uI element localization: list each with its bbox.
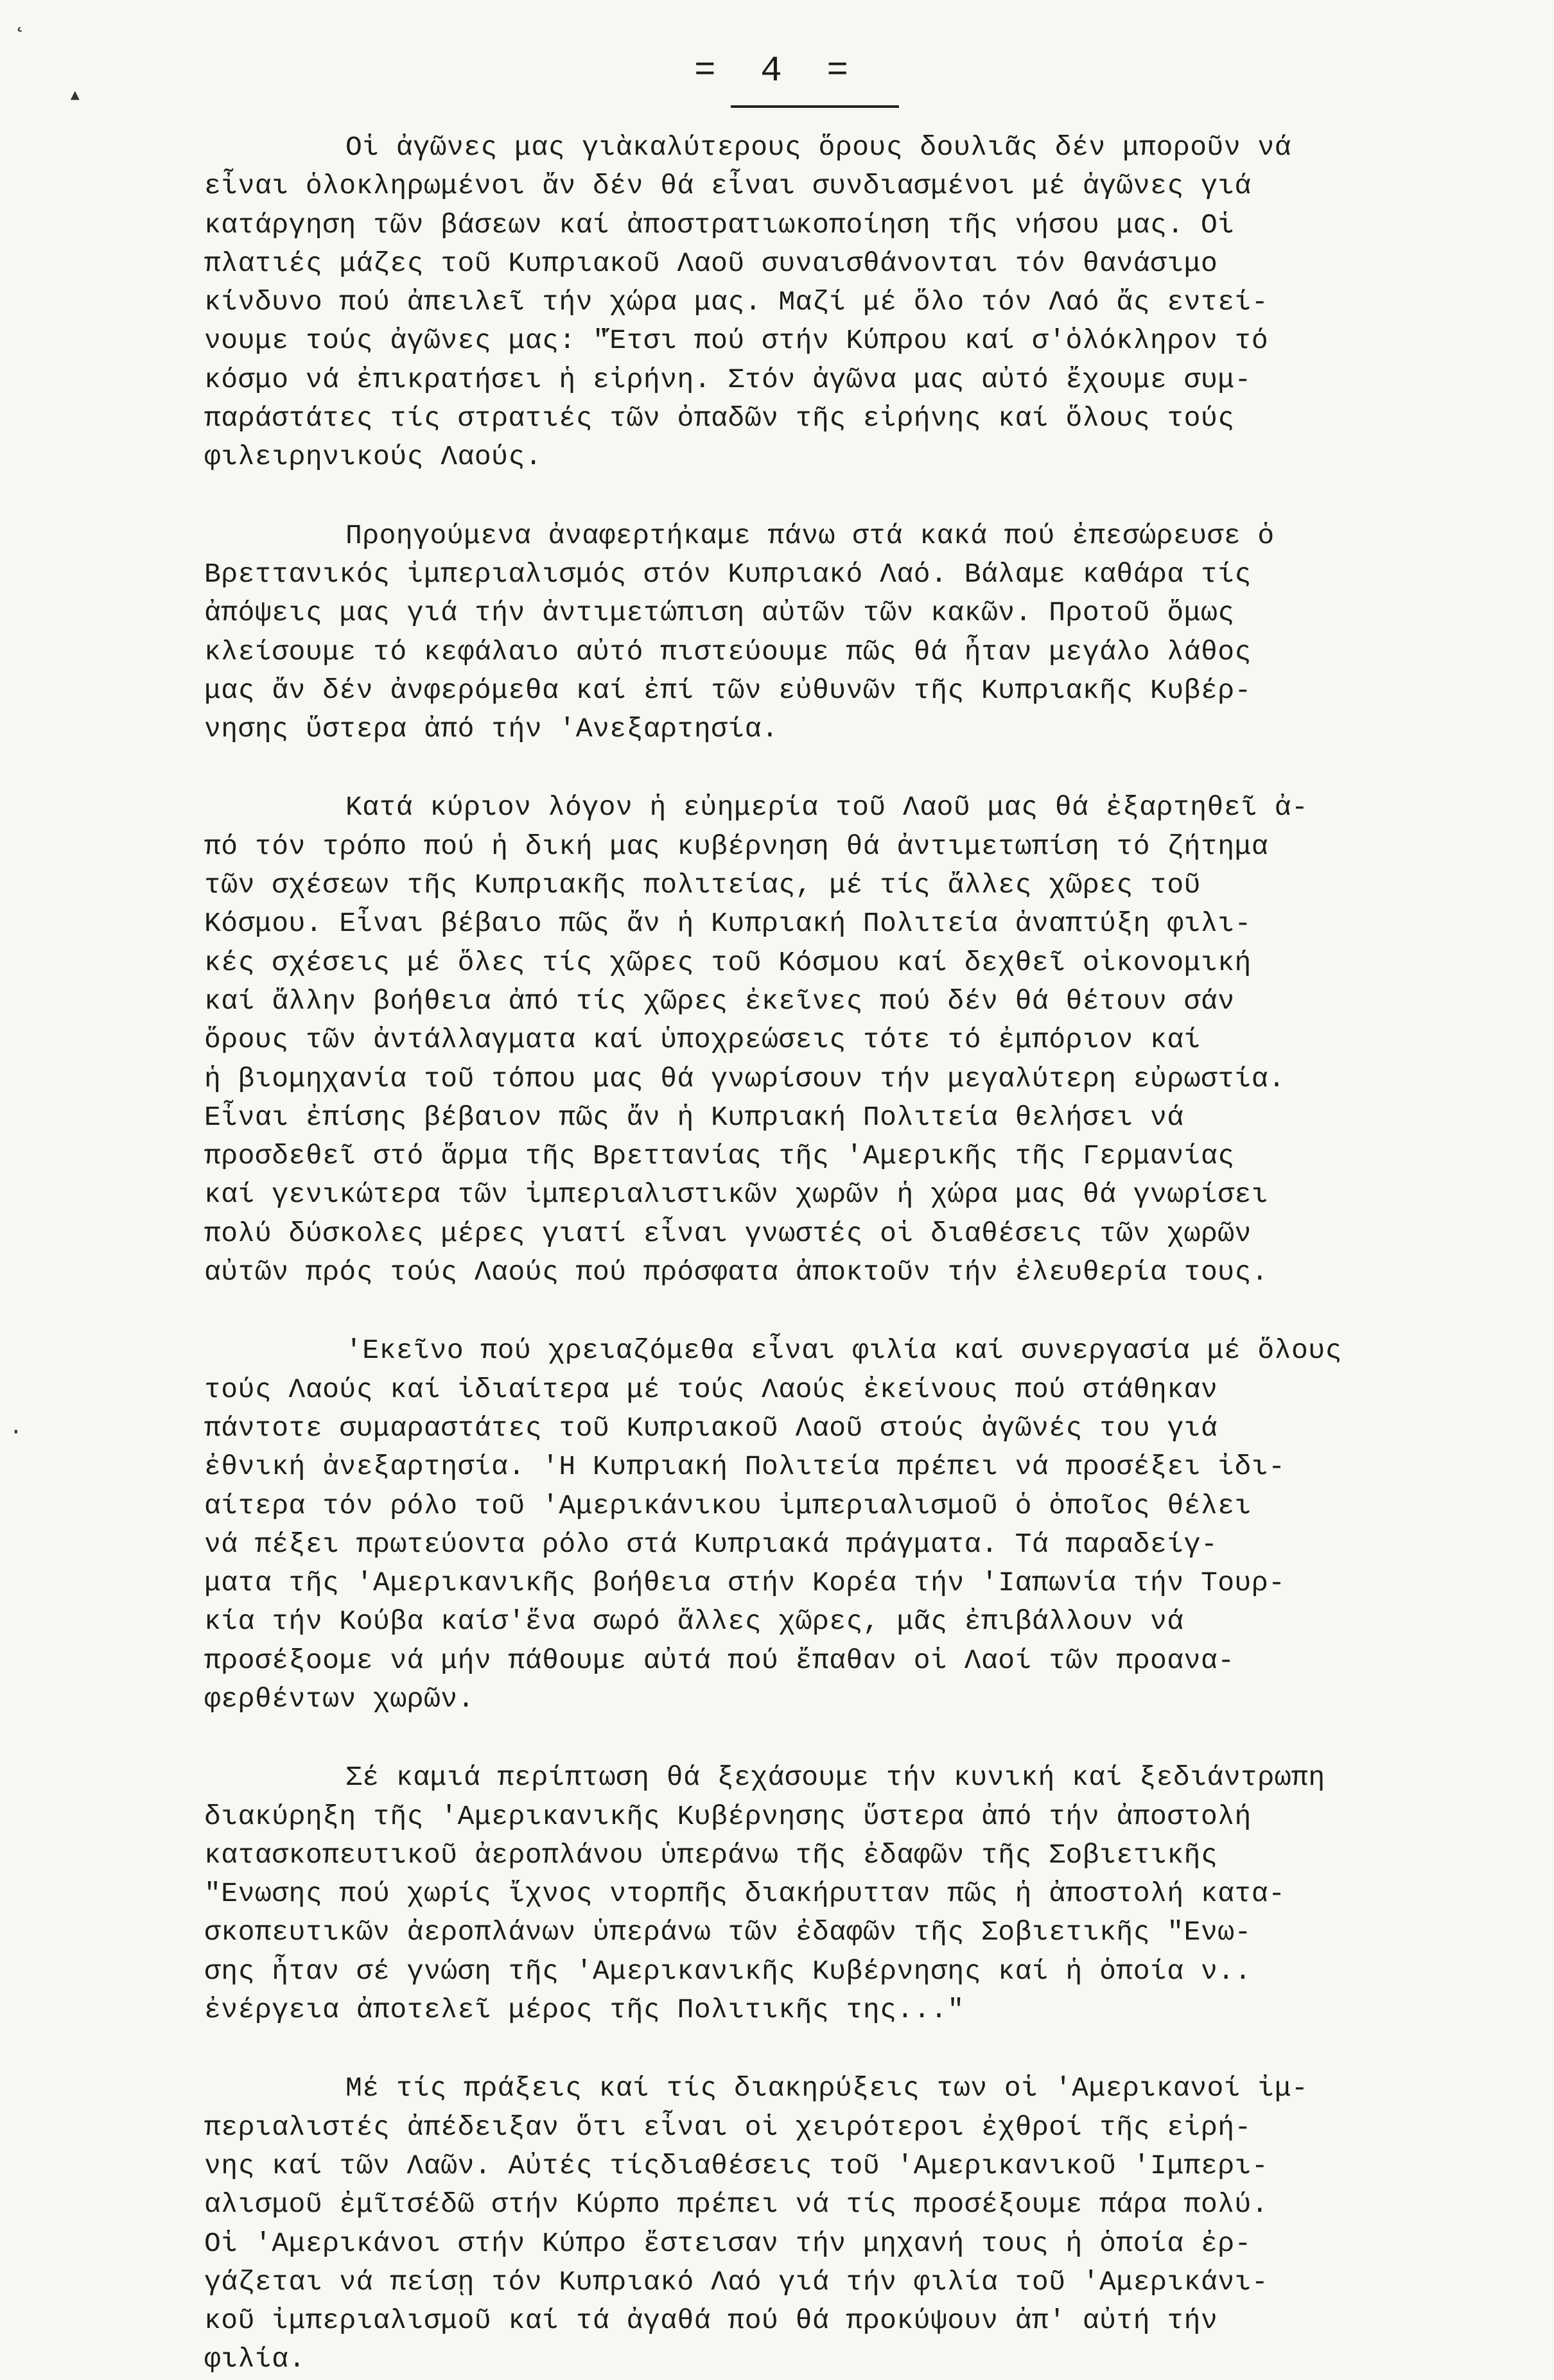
text-line: αλισμοῦ ἐμῖτσέδῶ στήν Κύρπο πρέπει νά τίς προσέξουμε πάρα πολύ. [204,2189,1269,2221]
text-line: 'Εκεῖνο πού χρειαζόμεθα εἶναι φιλία καί συνεργασία μέ ὅλους [345,1335,1342,1367]
paragraph-government-responsibility [204,517,1476,749]
text-line: προσδεθεῖ στό ἅρμα τῆς Βρεττανίας τῆς 'Αμερικῆς τῆς Γερμανίας [204,1140,1235,1172]
text-line: κλείσουμε τό κεφάλαιο αὐτό πιστεύουμε πῶς θά ἦταν μεγάλο λάθος [204,636,1252,668]
text-line: "Ενωσης πού χωρίς ἴχνος ντορπῆς διακήρυτταν πῶς ἡ ἀποστολή κατα- [204,1878,1286,1910]
text-line: κοῦ ἰμπεριαλισμοῦ καί τά ἀγαθά πού θά προκύψουν ἀπ' αὐτή τήν [204,2305,1218,2337]
paragraph-struggles [204,128,1476,477]
text-line: ματα τῆς 'Αμερικανικῆς βοήθεια στήν Κορέα τήν 'Ιαπωνία τήν Τουρ- [204,1567,1286,1599]
text-line: ἐθνική ἀνεξαρτησία. 'Η Κυπριακή Πολιτεία πρέπει νά προσέξει ἰδι- [204,1451,1286,1483]
text-line: νησης ὕστερα ἀπό τήν 'Ανεξαρτησία. [204,713,779,745]
text-line: φιλία. [204,2343,306,2376]
document-body [204,128,1476,2379]
text-line: προσέξοομε νά μήν πάθουμε αὐτά πού ἔπαθαν οἱ Λαοί τῶν προανα- [204,1644,1235,1676]
text-line: σκοπευτικῶν ἀεροπλάνων ὑπεράνω τῶν ἐδαφῶν τῆς Σοβιετικῆς "Ενω- [204,1916,1252,1949]
text-line: ἡ βιομηχανία τοῦ τόπου μας θά γνωρίσουν τήν μεγαλύτερη εὐρωστία. [204,1063,1286,1095]
text-line: νουμε τούς ἀγῶνες μας: "Ἔτσι πού στήν Κύπρου καί σ'ὁλόκληρον τό [204,325,1269,357]
text-line: Προηγούμενα ἀναφερτήκαμε πάνω στά κακά πού ἐπεσώρευσε ὁ [345,519,1275,552]
text-line: κίνδυνο πού ἀπειλεῖ τήν χώρα μας. Μαζί μέ ὅλο τόν Λαό ἄς εντεί- [204,286,1269,318]
text-line: Εἶναι ἐπίσης βέβαιον πῶς ἄν ἡ Κυπριακή Πολιτεία θελήσει νά [204,1101,1184,1133]
paragraph-foreign-relations [204,788,1476,1292]
text-line: κατασκοπευτικοῦ ἀεροπλάνου ὑπεράνω τῆς ἐδαφῶν τῆς Σοβιετικῆς [204,1839,1218,1871]
text-line: μας ἄν δέν ἀνφερόμεθα καί ἐπί τῶν εὐθυνῶν τῆς Κυπριακῆς Κυβέρ- [204,674,1252,706]
margin-speck: · [9,1419,23,1445]
text-line: πό τόν τρόπο πού ἡ δική μας κυβέρνηση θά ἀντιμετωπίση τό ζήτημα [204,830,1269,862]
text-line: κία τήν Κούβα καίσ'ἕνα σωρό ἄλλες χῶρες, μᾶς ἐπιβάλλουν νά [204,1606,1184,1638]
paragraph-imperialists [204,2069,1476,2379]
text-line: κόσμο νά ἐπικρατήσει ἡ εἰρήνη. Στόν ἀγῶνα μας αὐτό ἔχουμε συμ- [204,363,1252,395]
paragraph-declaration [204,1759,1476,2029]
text-line: ἐνέργεια ἀποτελεῖ μέρος τῆς Πολιτικῆς της..." [204,1994,965,2026]
text-line: πάντοτε συμαραστάτες τοῦ Κυπριακοῦ Λαοῦ στούς ἀγῶνές του γιά [204,1412,1218,1444]
text-line: Οἱ ἀγῶνες μας γιὰκαλύτερους ὅρους δουλιᾶς δέν μποροῦν νά [345,132,1292,163]
page-number: = 4 = [694,50,860,91]
text-line: Οἱ 'Αμερικάνοι στήν Κύπρο ἔστεισαν τήν μηχανή τους ἡ ὁποία ἐρ- [204,2227,1252,2259]
text-line: Βρεττανικός ἰμπεριαλισμός στόν Κυπριακό Λαό. Βάλαμε καθάρα τίς [204,558,1252,590]
paragraph-friendship [204,1332,1476,1719]
text-line: ἀπόψεις μας γιά τήν ἀντιμετώπιση αὐτῶν τῶν κακῶν. Προτοῦ ὅμως [204,597,1235,629]
text-line: καί γενικώτερα τῶν ἰμπεριαλιστικῶν χωρῶν ἡ χώρα μας θά γνωρίσει [204,1179,1269,1211]
text-line: ὅρους τῶν ἀντάλλαγματα καί ὑποχρεώσεις τότε τό ἐμπόριον καί [204,1024,1201,1056]
text-line: κατάργηση τῶν βάσεων καί ἀποστρατιωκοποίηση τῆς νήσου μας. Οἱ [204,209,1235,241]
page-number-underline [731,105,899,108]
text-line: φιλειρηνικούς Λαούς. [204,441,543,473]
text-line: πλατιές μάζες τοῦ Κυπριακοῦ Λαοῦ συναισθάνονται τόν θανάσιμο [204,247,1218,279]
text-line: Κόσμου. Εἶναι βέβαιο πῶς ἄν ἡ Κυπριακή Πολιτεία ἀναπτύξη φιλι- [204,908,1252,940]
margin-speck: ˛ [13,8,27,34]
text-line: νά πέξει πρωτεύοντα ρόλο στά Κυπριακά πράγματα. Τά παραδείγ- [204,1528,1218,1560]
text-line: Μέ τίς πράξεις καί τίς διακηρύξεις των οἱ 'Αμερικανοί ἰμ- [345,2072,1309,2105]
text-line: κές σχέσεις μέ ὅλες τίς χῶρες τοῦ Κόσμου καί δεχθεῖ οἰκονομική [204,946,1252,978]
text-line: τῶν σχέσεων τῆς Κυπριακῆς πολιτείας, μέ τίς ἄλλες χῶρες τοῦ [204,869,1201,901]
margin-speck: ▴ [68,82,82,109]
text-line: σης ἦταν σέ γνώση τῆς 'Αμερικανικῆς Κυβέρνησης καί ἡ ὁποία ν.. [204,1955,1252,1987]
text-line: Κατά κύριον λόγον ἡ εὐημερία τοῦ Λαοῦ μας θά ἐξαρτηθεῖ ἀ- [345,792,1309,824]
text-line: πολύ δύσκολες μέρες γιατί εἶναι γνωστές οἱ διαθέσεις τῶν χωρῶν [204,1217,1252,1249]
text-line: αὐτῶν πρός τούς Λαούς πού πρόσφατα ἀποκτοῦν τήν ἐλευθερία τους. [204,1256,1269,1289]
text-line: γάζεται νά πείσῃ τόν Κυπριακό Λαό γιά τήν φιλία τοῦ 'Αμερικάνι- [204,2266,1269,2298]
text-line: εἶναι ὁλοκληρωμένοι ἄν δέν θά εἶναι συνδιασμένοι μέ ἀγῶνες γιά [204,170,1252,202]
text-line: παράστάτες τίς στρατιές τῶν ὀπαδῶν τῆς εἰρήνης καί ὅλους τούς [204,403,1235,435]
text-line: περιαλιστές ἀπέδειξαν ὅτι εἶναι οἱ χειρότεροι ἐχθροί τῆς εἰρή- [204,2111,1252,2143]
text-line: καί ἄλλην βοήθεια ἀπό τίς χῶρες ἐκεῖνες πού δέν θά θέτουν σάν [204,985,1235,1017]
text-line: φερθέντων χωρῶν. [204,1683,475,1715]
text-line: τούς Λαούς καί ἰδιαίτερα μέ τούς Λαούς ἐκείνους πού στάθηκαν [204,1373,1218,1405]
text-line: Σέ καμιά περίπτωση θά ξεχάσουμε τήν κυνική καί ξεδιάντρωπη [345,1762,1325,1794]
text-line: αίτερα τόν ρόλο τοῦ 'Αμερικάνικου ἰμπεριαλισμοῦ ὁ ὁποῖος θέλει [204,1490,1252,1522]
text-line: διακύρηξη τῆς 'Αμερικανικῆς Κυβέρνησης ὕστερα ἀπό τήν ἀποστολή [204,1800,1252,1832]
text-line: νης καί τῶν Λαῶν. Αὐτές τίςδιαθέσεις τοῦ 'Αμερικανικοῦ 'Ιμπερι- [204,2150,1269,2182]
